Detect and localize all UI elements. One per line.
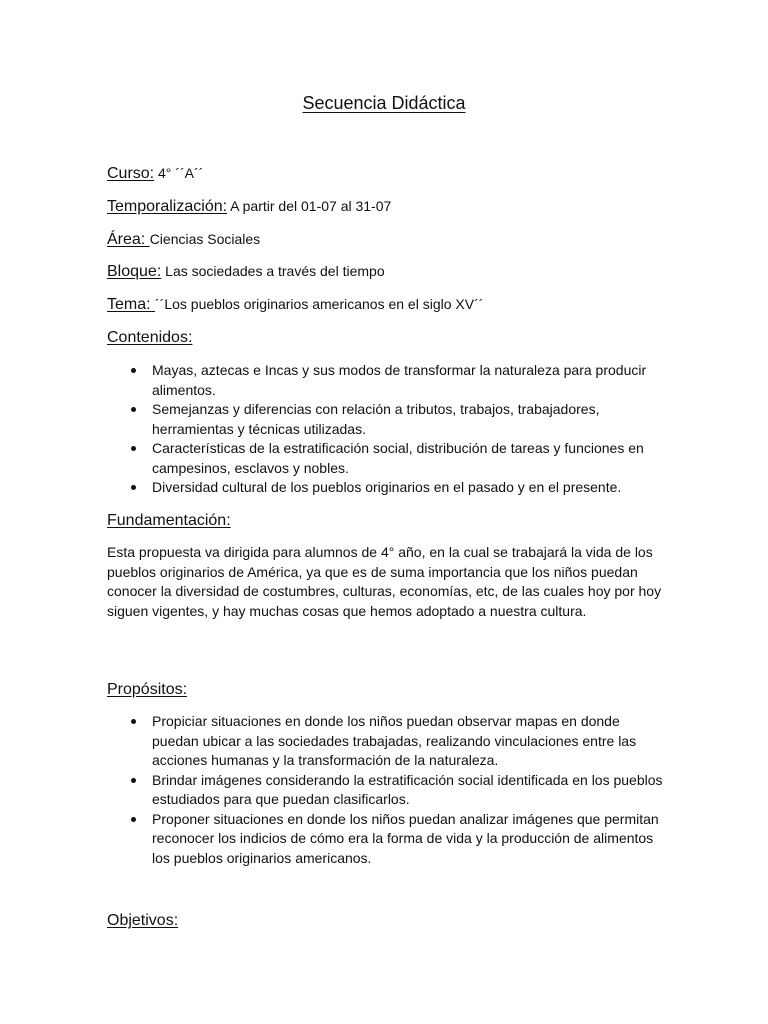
fundamentacion-heading: Fundamentación:: [107, 512, 231, 529]
field-curso-label: Curso:: [107, 165, 155, 182]
propositos-list: [107, 712, 667, 868]
contenidos-heading: Contenidos:: [107, 329, 193, 346]
list-item: Diversidad cultural de los pueblos originarios en el pasado y en el presente.: [107, 478, 667, 498]
field-area-value: Ciencias Sociales: [149, 231, 261, 247]
field-curso: [107, 165, 203, 183]
field-temporalizacion-label: Temporalización:: [107, 198, 228, 215]
field-tema-value: ´´Los pueblos originarios americanos en el siglo XV´´: [155, 296, 484, 312]
field-area: [107, 231, 260, 249]
field-bloque-label: Bloque:: [107, 263, 162, 280]
list-item: Brindar imágenes considerando la estratificación social identificada en los pueblos estudiados para que puedan clasificarlos.: [107, 771, 667, 810]
field-temporalizacion: [107, 198, 391, 216]
field-bloque: [107, 263, 385, 281]
document-title: Secuencia Didáctica: [302, 93, 466, 113]
objetivos-heading: Objetivos:: [107, 912, 179, 929]
contenidos-list: [107, 361, 667, 498]
list-item: Mayas, aztecas e Incas y sus modos de transformar la naturaleza para producir alimentos.: [107, 361, 667, 400]
propositos-heading: Propósitos:: [107, 681, 188, 698]
fundamentacion-text: Esta propuesta va dirigida para alumnos de 4° año, en la cual se trabajará la vida de los pueblos originarios de América, ya que es de suma importancia que los niños puedan conocer la diversidad de costumbres, culturas, economías, etc, de las cuales hoy por hoy siguen vigentes, y hay muchas cosas que hemos adoptado a nuestra cultura.: [107, 544, 662, 619]
list-item: Características de la estratificación social, distribución de tareas y funciones en campesinos, esclavos y nobles.: [107, 439, 667, 478]
list-item: Proponer situaciones en donde los niños puedan analizar imágenes que permitan reconocer los indicios de cómo era la forma de vida y la producción de alimentos los pueblos originarios americanos.: [107, 810, 667, 869]
field-curso-value: 4° ´´A´´: [154, 165, 204, 181]
field-tema: [107, 296, 483, 314]
field-bloque-value: Las sociedades a través del tiempo: [161, 263, 385, 279]
list-item: Propiciar situaciones en donde los niños puedan observar mapas en donde puedan ubicar a las sociedades trabajadas, realizando vinculaciones entre las acciones humanas y la transformación de la naturaleza.: [107, 712, 667, 771]
field-tema-label: Tema:: [107, 296, 156, 313]
field-area-label: Área:: [107, 231, 150, 248]
field-temporalizacion-value: A partir del 01-07 al 31-07: [227, 198, 392, 214]
list-item: Semejanzas y diferencias con relación a tributos, trabajos, trabajadores, herramientas y técnicas utilizadas.: [107, 400, 667, 439]
document-title-row: [0, 93, 768, 114]
